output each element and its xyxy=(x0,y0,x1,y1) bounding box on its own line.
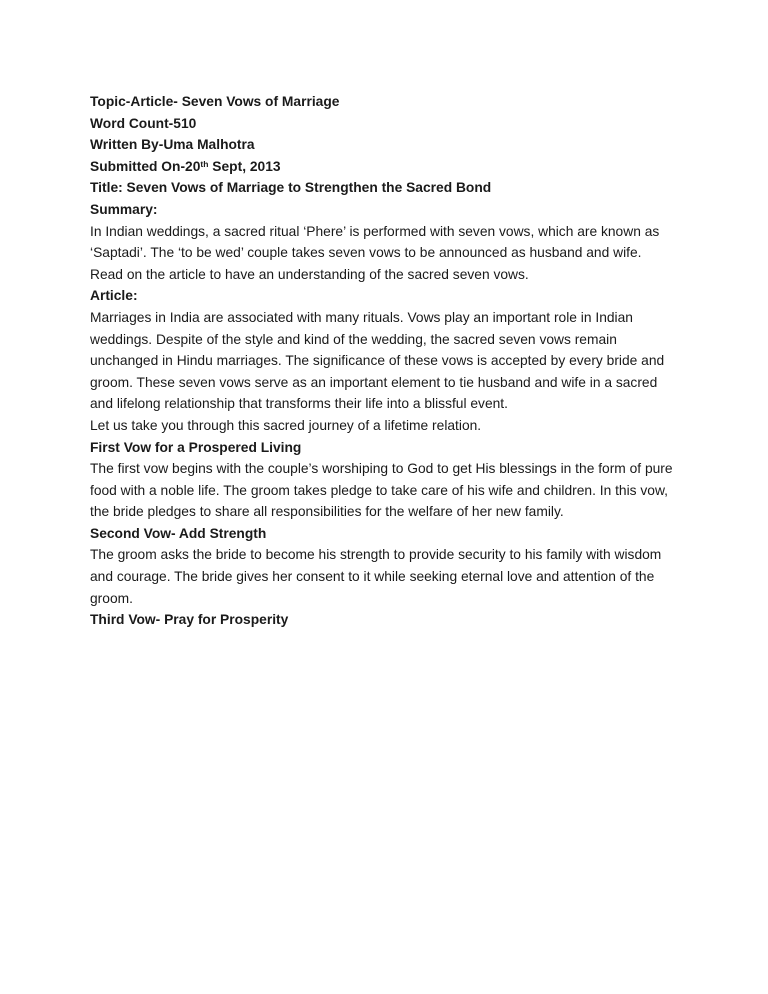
summary-paragraph: In Indian weddings, a sacred ritual ‘Phere’ is performed with seven vows, which are known as ‘Saptadi’. The ‘to be wed’ couple takes seven vows to be announced as husband and wife. Read on the article to have an understanding of the sacred seven vows. xyxy=(90,223,660,282)
meta-word-count-line: Word Count-510 xyxy=(90,115,197,131)
meta-submitted-line xyxy=(90,156,678,178)
article-lead-paragraph: Let us take you through this sacred journey of a lifetime relation. xyxy=(90,417,482,433)
meta-written-by-line: Written By-Uma Malhotra xyxy=(90,137,255,153)
article-title: Title: Seven Vows of Marriage to Strengthen the Sacred Bond xyxy=(90,180,492,196)
meta-topic-line: Topic-Article- Seven Vows of Marriage xyxy=(90,94,340,109)
vow-3-heading: Third Vow- Pray for Prosperity xyxy=(90,612,289,628)
summary-heading: Summary: xyxy=(90,201,158,217)
vow-2-paragraph: The groom asks the bride to become his strength to provide security to his family with wisdom and courage. The bride gives her consent to it while seeking eternal love and attention of the groom. xyxy=(90,547,662,606)
vow-1-paragraph: The first vow begins with the couple’s worshiping to God to get His blessings in the form of pure food with a noble life. The groom takes pledge to take care of his wife and children. In this vow, the bride pledges to share all responsibilities for the welfare of her new family. xyxy=(90,461,673,520)
vow-2-heading: Second Vow- Add Strength xyxy=(90,525,267,541)
article-heading: Article: xyxy=(90,288,138,304)
meta-submitted-prefix: Submitted On-20 xyxy=(90,158,201,174)
meta-submitted-ordinal: th xyxy=(200,158,209,169)
meta-submitted-suffix: Sept, 2013 xyxy=(208,158,281,174)
vow-1-heading: First Vow for a Prospered Living xyxy=(90,439,302,455)
article-intro-paragraph: Marriages in India are associated with many rituals. Vows play an important role in Indian weddings. Despite of the style and kind of the wedding, the sacred seven vows remain unchanged in Hindu marriages. The significance of these vows is accepted by every bride and groom. These seven vows serve as an important element to tie husband and wife in a sacred and lifelong relationship that transforms their life into a blissful event. xyxy=(90,309,665,412)
